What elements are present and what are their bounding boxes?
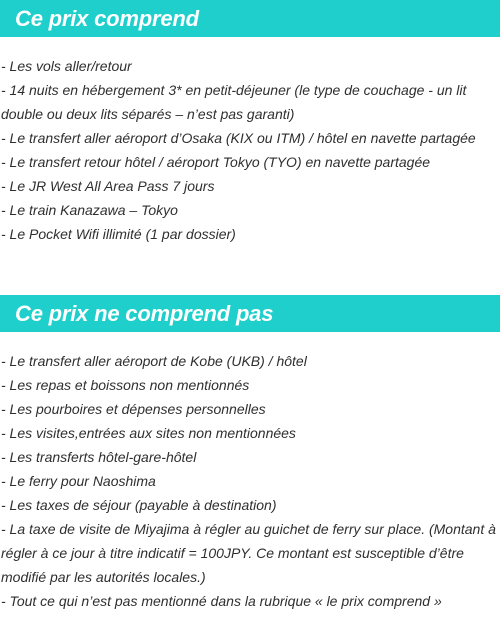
- list-item: - Les taxes de séjour (payable à destination): [1, 497, 277, 513]
- included-items-list: [0, 54, 500, 246]
- excluded-section-header: [0, 295, 500, 332]
- list-item: - Les transferts hôtel-gare-hôtel: [1, 449, 197, 465]
- list-item: - Le transfert retour hôtel / aéroport Tokyo (TYO) en navette partagée: [1, 154, 431, 170]
- list-item: - Le JR West All Area Pass 7 jours: [1, 178, 215, 194]
- list-item: - Le transfert aller aéroport d’Osaka (KIX ou ITM) / hôtel en navette partagée: [1, 130, 476, 146]
- list-item: - Le Pocket Wifi illimité (1 par dossier): [1, 226, 236, 242]
- list-item: - Les repas et boissons non mentionnés: [1, 377, 250, 393]
- list-item: - Les vols aller/retour: [1, 58, 132, 74]
- list-item: - Les visites,entrées aux sites non mentionnées: [1, 425, 296, 441]
- list-item: - Le ferry pour Naoshima: [1, 473, 156, 489]
- excluded-items-list: [0, 349, 500, 613]
- list-item: - La taxe de visite de Miyajima à régler au guichet de ferry sur place. (Montant à régler à ce jour à titre indicatif = 100JPY. Ce montant est susceptible d’être modifié par les autorités locales.): [1, 521, 496, 585]
- list-item: - Le transfert aller aéroport de Kobe (UKB) / hôtel: [1, 353, 307, 369]
- included-section-header: [0, 0, 500, 37]
- included-section-title: Ce prix comprend: [15, 6, 199, 31]
- list-item: - 14 nuits en hébergement 3* en petit-déjeuner (le type de couchage - un lit double ou deux lits séparés – n’est pas garanti): [1, 82, 467, 122]
- list-item: - Les pourboires et dépenses personnelles: [1, 401, 266, 417]
- list-item: - Le train Kanazawa – Tokyo: [1, 202, 178, 218]
- excluded-section-title: Ce prix ne comprend pas: [15, 301, 274, 326]
- list-item: - Tout ce qui n’est pas mentionné dans la rubrique « le prix comprend »: [1, 593, 442, 609]
